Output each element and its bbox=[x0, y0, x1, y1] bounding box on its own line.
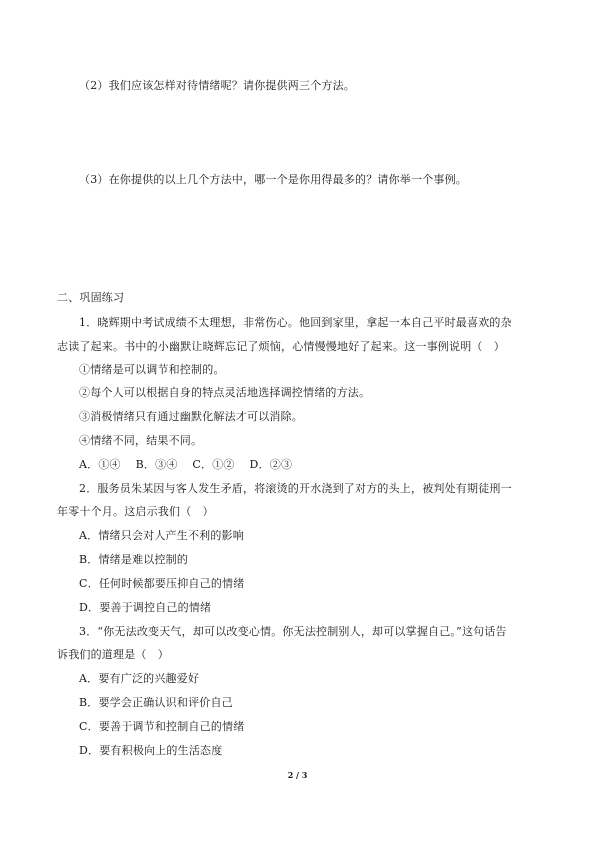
exercise-2-option-a: A．情绪只会对人产生不利的影响 bbox=[79, 529, 244, 542]
question-2: （2）我们应该怎样对待情绪呢？请你提供两三个方法。 bbox=[79, 79, 355, 92]
exercise-2-option-d: D．要善于调控自己的情绪 bbox=[79, 601, 212, 614]
exercise-1-statement-3: ③消极情绪只有通过幽默化解法才可以消除。 bbox=[79, 410, 303, 423]
page-number: 2 / 3 bbox=[287, 770, 308, 780]
exercise-3-option-a: A．要有广泛的兴趣爱好 bbox=[79, 672, 200, 685]
exercise-2-stem-line2: 年零十个月。这启示我们（ ） bbox=[57, 505, 214, 518]
exercise-1-stem-line1: 1．晓辉期中考试成绩不太理想，非常伤心。他回到家里，拿起一本自己平时最喜欢的杂 bbox=[79, 316, 512, 329]
section-title: 二、巩固练习 bbox=[57, 291, 125, 304]
exercise-3-option-b: B．要学会正确认识和评价自己 bbox=[79, 696, 233, 709]
exercise-3-option-d: D．要有积极向上的生活态度 bbox=[79, 744, 223, 757]
exercise-2-option-b: B．情绪是难以控制的 bbox=[79, 553, 189, 566]
exercise-2-option-c: C．任何时候都要压抑自己的情绪 bbox=[79, 577, 245, 590]
exercise-1-statement-2: ②每个人可以根据自身的特点灵活地选择调控情绪的方法。 bbox=[79, 386, 371, 399]
exercise-1-statement-4: ④情绪不同，结果不同。 bbox=[79, 434, 203, 447]
exercise-3-stem-line1: 3．“你无法改变天气，却可以改变心情。你无法控制别人，却可以掌握自己。”这句话告 bbox=[79, 625, 507, 638]
exercise-1-statement-1: ①情绪是可以调节和控制的。 bbox=[79, 363, 225, 376]
exercise-2-stem-line1: 2．服务员朱某因与客人发生矛盾，将滚烫的开水浇到了对方的头上，被判处有期徒刑一 bbox=[79, 482, 512, 495]
exercise-3-option-c: C．要善于调节和控制自己的情绪 bbox=[79, 720, 245, 733]
question-3: （3）在你提供的以上几个方法中，哪一个是你用得最多的？请你举一个事例。 bbox=[79, 173, 467, 186]
exercise-3-stem-line2: 诉我们的道理是（ ） bbox=[57, 648, 169, 661]
exercise-1-options: A．①④ B．③④ C．①② D．②③ bbox=[79, 458, 293, 471]
exercise-1-stem-line2: 志读了起来。书中的小幽默让晓辉忘记了烦恼，心情慢慢地好了起来。这一事例说明（ ） bbox=[57, 340, 505, 353]
